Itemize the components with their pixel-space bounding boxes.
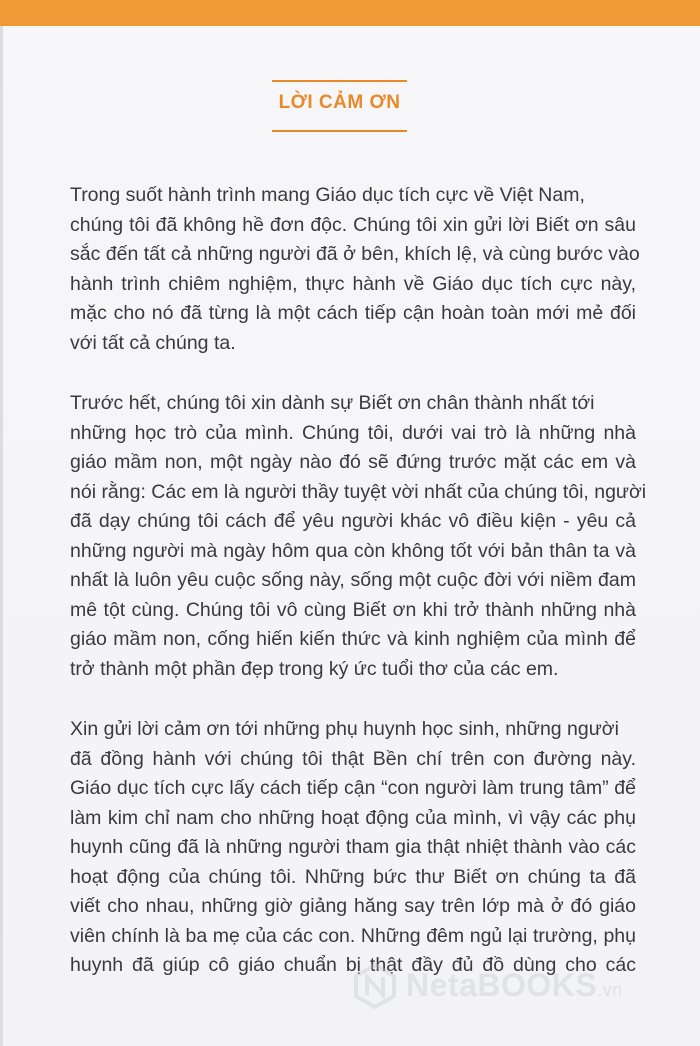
text-line: huynh đã giúp cô giáo chuẩn bị thật đầy đủ đồ dùng cho các	[70, 954, 636, 976]
text-line: sắc đến tất cả những người đã ở bên, khích lệ, và cùng bước vào	[70, 243, 640, 265]
heading-rule-bottom	[272, 130, 407, 132]
paragraph	[70, 715, 636, 981]
text-line: nói rằng: Các em là người thầy tuyệt vời nhất của chúng tôi, người	[70, 480, 647, 503]
watermark	[352, 961, 682, 1011]
text-line: hành trình chiêm nghiệm, thực hành về Giáo dục tích cực này,	[70, 272, 636, 295]
text-line: với tất cả chúng ta.	[70, 331, 236, 354]
heading-title: LỜI CẢM ƠN	[278, 92, 401, 113]
text-line: đã đồng hành với chúng tôi thật Bền chí trên con đường này.	[70, 747, 636, 770]
page-edge	[0, 26, 3, 1046]
text-line: viên chính là ba mẹ của các con. Những đêm ngủ lại trường, phụ	[70, 924, 636, 947]
paragraph	[70, 181, 640, 358]
watermark-suffix: .vn	[597, 980, 623, 1000]
text-line: đã dạy chúng tôi cách để yêu người khác vô điều kiện - yêu cả	[70, 510, 636, 532]
text-line: mặc cho nó đã từng là một cách tiếp cận hoàn toàn mới mẻ đối	[70, 302, 636, 324]
text-line: trở thành một phần đẹp trong ký ức tuổi thơ của các em.	[70, 657, 559, 680]
text-line: hoạt động của chúng tôi. Những bức thư Biết ơn chúng ta đã	[70, 865, 636, 888]
text-line: làm kim chỉ nam cho những hoạt động của mình, vì vậy các phụ	[70, 806, 636, 829]
body-text	[70, 181, 647, 1012]
text-line: mê tột cùng. Chúng tôi vô cùng Biết ơn khi trở thành những nhà	[70, 598, 636, 621]
watermark-text	[406, 967, 623, 1004]
text-line: giáo mầm non, cống hiến kiến thức và kinh nghiệm của mình để	[70, 628, 636, 650]
text-line: những người mà ngày hôm qua còn không tốt với bản thân ta và	[70, 539, 636, 562]
paragraph	[70, 389, 647, 684]
text-line: những học trò của mình. Chúng tôi, dưới vai trò là những nhà	[70, 421, 636, 444]
text-line: Giáo dục tích cực lấy cách tiếp cận “con người làm trung tâm” để	[70, 777, 636, 799]
text-line: chúng tôi đã không hề đơn độc. Chúng tôi xin gửi lời Biết ơn sâu	[70, 213, 636, 236]
text-line: Xin gửi lời cảm ơn tới những phụ huynh học sinh, những người	[70, 718, 619, 740]
text-line: giáo mầm non, một ngày nào đó sẽ đứng trước mặt các em và	[70, 451, 636, 473]
watermark-brand: NetaBOOKS	[406, 967, 598, 1003]
text-line: huynh cũng đã là những người tham gia thật nhiệt thành vào các	[70, 836, 636, 858]
chapter-heading	[272, 80, 407, 135]
text-line: Trước hết, chúng tôi xin dành sự Biết ơn chân thành nhất tới	[70, 392, 595, 414]
heading-rule-top	[272, 80, 407, 82]
text-line: Trong suốt hành trình mang Giáo dục tích cực về Việt Nam,	[70, 184, 585, 206]
top-color-band	[0, 0, 700, 26]
text-line: viết cho nhau, những giờ giảng hăng say trên lớp mà ở đó giáo	[70, 895, 636, 917]
netabooks-logo-icon	[352, 963, 398, 1009]
text-line: nhất là luôn yêu cuộc sống này, sống một cuộc đời với niềm đam	[70, 569, 636, 591]
